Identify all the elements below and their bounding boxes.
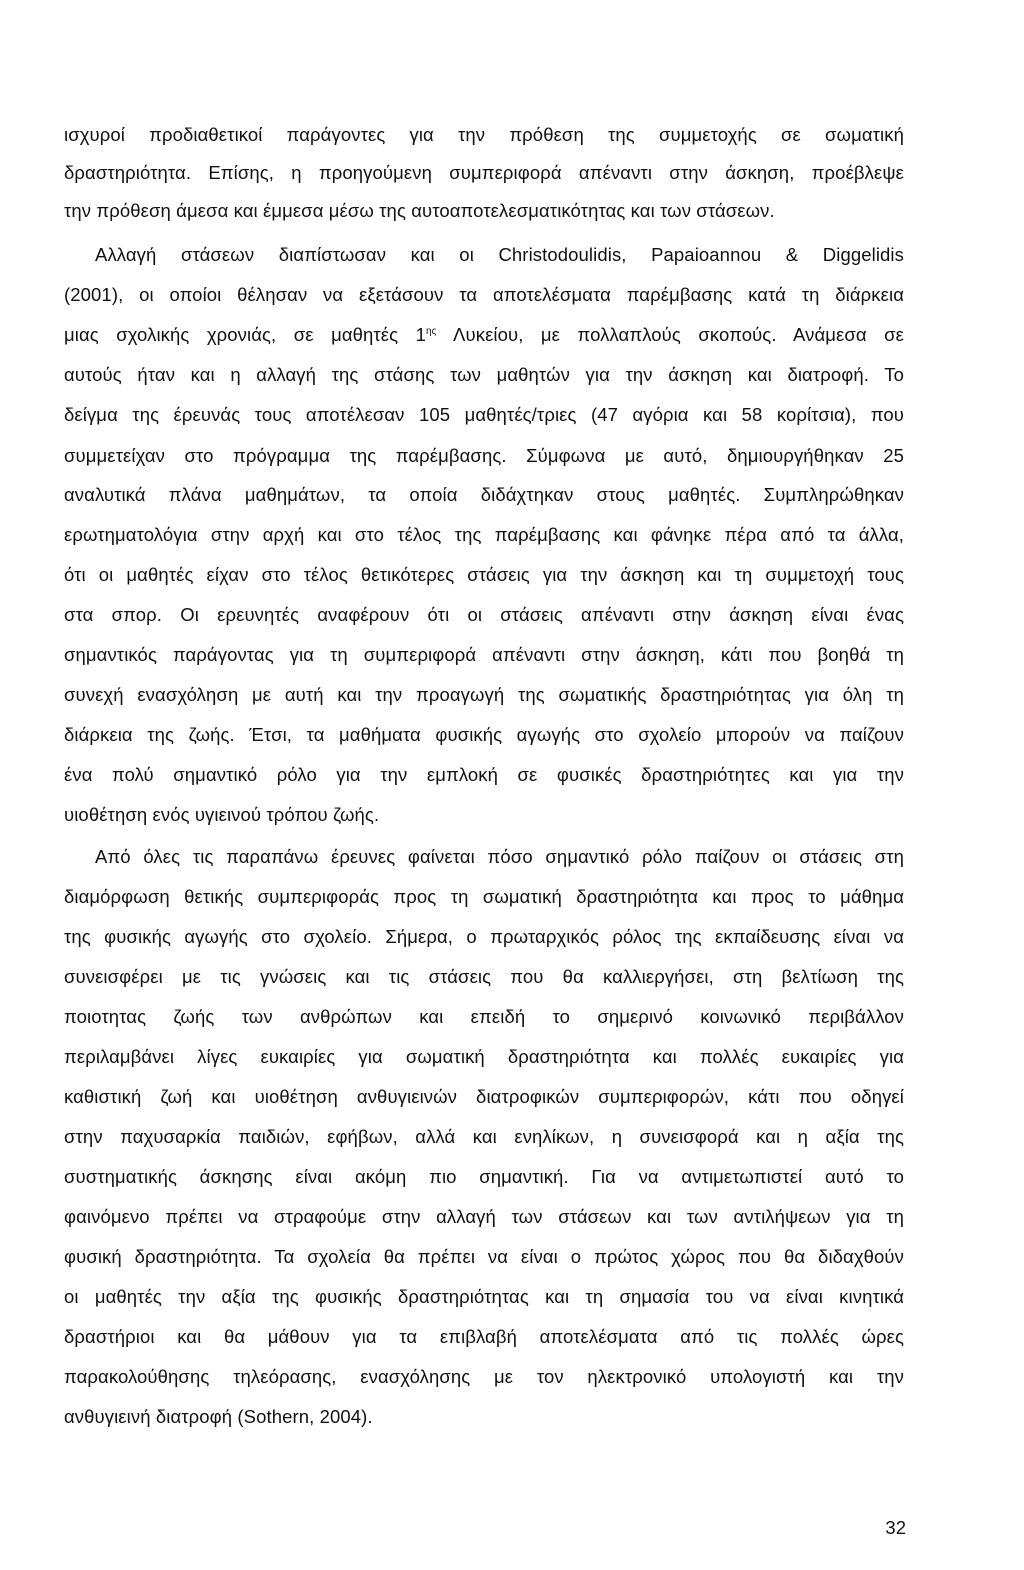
text-line: αναλυτικά πλάνα μαθημάτων, τα οποία διδάχτηκαν στους μαθητές. Συμπληρώθηκαν — [64, 484, 904, 505]
text-line: δείγμα της έρευνάς τους αποτέλεσαν 105 μαθητές/τριες (47 αγόρια και 58 κορίτσια), που — [64, 404, 904, 425]
page-number: 32 — [885, 1517, 906, 1538]
text-line: διαμόρφωση θετικής συμπεριφοράς προς τη σωματική δραστηριότητα και προς το μάθημα — [64, 886, 904, 907]
text-line: (2001), οι οποίοι θέλησαν να εξετάσουν τα αποτελέσματα παρέμβασης κατά τη διάρκεια — [64, 284, 904, 305]
text-line: την πρόθεση άμεσα και έμμεσα μέσω της αυτοαποτελεσματικότητας και των στάσεων. — [64, 200, 775, 221]
text-line: συνεχή ενασχόληση με αυτή και την προαγωγή της σωματικής δραστηριότητας για όλη τη — [64, 684, 904, 705]
text-line: συστηματικής άσκησης είναι ακόμη πιο σημαντική. Για να αντιμετωπιστεί αυτό το — [64, 1166, 904, 1187]
text-line: Από όλες τις παραπάνω έρευνες φαίνεται πόσο σημαντικό ρόλο παίζουν οι στάσεις στη — [95, 846, 904, 867]
text-line: δραστήριοι και θα μάθουν για τα επιβλαβή αποτελέσματα από τις πολλές ώρες — [64, 1326, 904, 1347]
text-line: σημαντικός παράγοντας για τη συμπεριφορά απέναντι στην άσκηση, κάτι που βοηθά τη — [64, 644, 904, 665]
text-line: οι μαθητές την αξία της φυσικής δραστηριότητας και τη σημασία του να είναι κινητικά — [64, 1286, 904, 1307]
text-line: ανθυγιεινή διατροφή (Sothern, 2004). — [64, 1406, 373, 1427]
text-line: ισχυροί προδιαθετικοί παράγοντες για την πρόθεση της συμμετοχής σε σωματική — [64, 124, 904, 145]
text-line: ερωτηματολόγια στην αρχή και στο τέλος της παρέμβασης και φάνηκε πέρα από τα άλλα, — [64, 524, 904, 545]
text-line: μιας σχολικής χρονιάς, σε μαθητές $1^{\eta\varsigma}$ Λυκείου, με πολλαπλούς σκοπούς. Ανάμεσα σε — [64, 324, 904, 345]
text-line: δραστηριότητα. Επίσης, η προηγούμενη συμπεριφορά απέναντι στην άσκηση, προέβλεψε — [64, 162, 904, 183]
text-line: στην παχυσαρκία παιδιών, εφήβων, αλλά και ενηλίκων, η συνεισφορά και η αξία της — [64, 1126, 904, 1147]
text-line: φυσική δραστηριότητα. Τα σχολεία θα πρέπει να είναι ο πρώτος χώρος που θα διδαχθούν — [64, 1246, 904, 1267]
text-line: της φυσικής αγωγής στο σχολείο. Σήμερα, ο πρωταρχικός ρόλος της εκπαίδευσης είναι να — [64, 926, 904, 947]
text-line: καθιστική ζωή και υιοθέτηση ανθυγιεινών διατροφικών συμπεριφορών, κάτι που οδηγεί — [64, 1086, 904, 1107]
text-line: ένα πολύ σημαντικό ρόλο για την εμπλοκή σε φυσικές δραστηριότητες και για την — [64, 764, 904, 785]
ordinal-suffix: ης — [426, 325, 437, 337]
text-line: περιλαμβάνει λίγες ευκαιρίες για σωματική δραστηριότητα και πολλές ευκαιρίες για — [64, 1046, 904, 1067]
text-line: Αλλαγή στάσεων διαπίστωσαν και οι Christodoulidis, Papaioannou & Diggelidis — [95, 244, 904, 265]
text-line: ποιοτητας ζωής των ανθρώπων και επειδή το σημερινό κοινωνικό περιβάλλον — [64, 1006, 904, 1027]
text-line: φαινόμενο πρέπει να στραφούμε στην αλλαγή των στάσεων και των αντιλήψεων για τη — [64, 1206, 904, 1227]
text-line: διάρκεια της ζωής. Έτσι, τα μαθήματα φυσικής αγωγής στο σχολείο μπορούν να παίζουν — [64, 724, 904, 745]
text-line: υιοθέτηση ενός υγιεινού τρόπου ζωής. — [64, 804, 380, 825]
text-line: συμμετείχαν στο πρόγραμμα της παρέμβασης. Σύμφωνα με αυτό, δημιουργήθηκαν 25 — [64, 445, 904, 466]
text-line: αυτούς ήταν και η αλλαγή της στάσης των μαθητών για την άσκηση και διατροφή. Το — [64, 364, 904, 385]
text-line: στα σπορ. Οι ερευνητές αναφέρουν ότι οι στάσεις απέναντι στην άσκηση είναι ένας — [64, 604, 904, 625]
text-line: παρακολούθησης τηλεόρασης, ενασχόλησης με τον ηλεκτρονικό υπολογιστή και την — [64, 1366, 904, 1387]
text-line: ότι οι μαθητές είχαν στο τέλος θετικότερες στάσεις για την άσκηση και τη συμμετοχή τους — [64, 564, 904, 585]
text-line: συνεισφέρει με τις γνώσεις και τις στάσεις που θα καλλιεργήσει, στη βελτίωση της — [64, 966, 904, 987]
